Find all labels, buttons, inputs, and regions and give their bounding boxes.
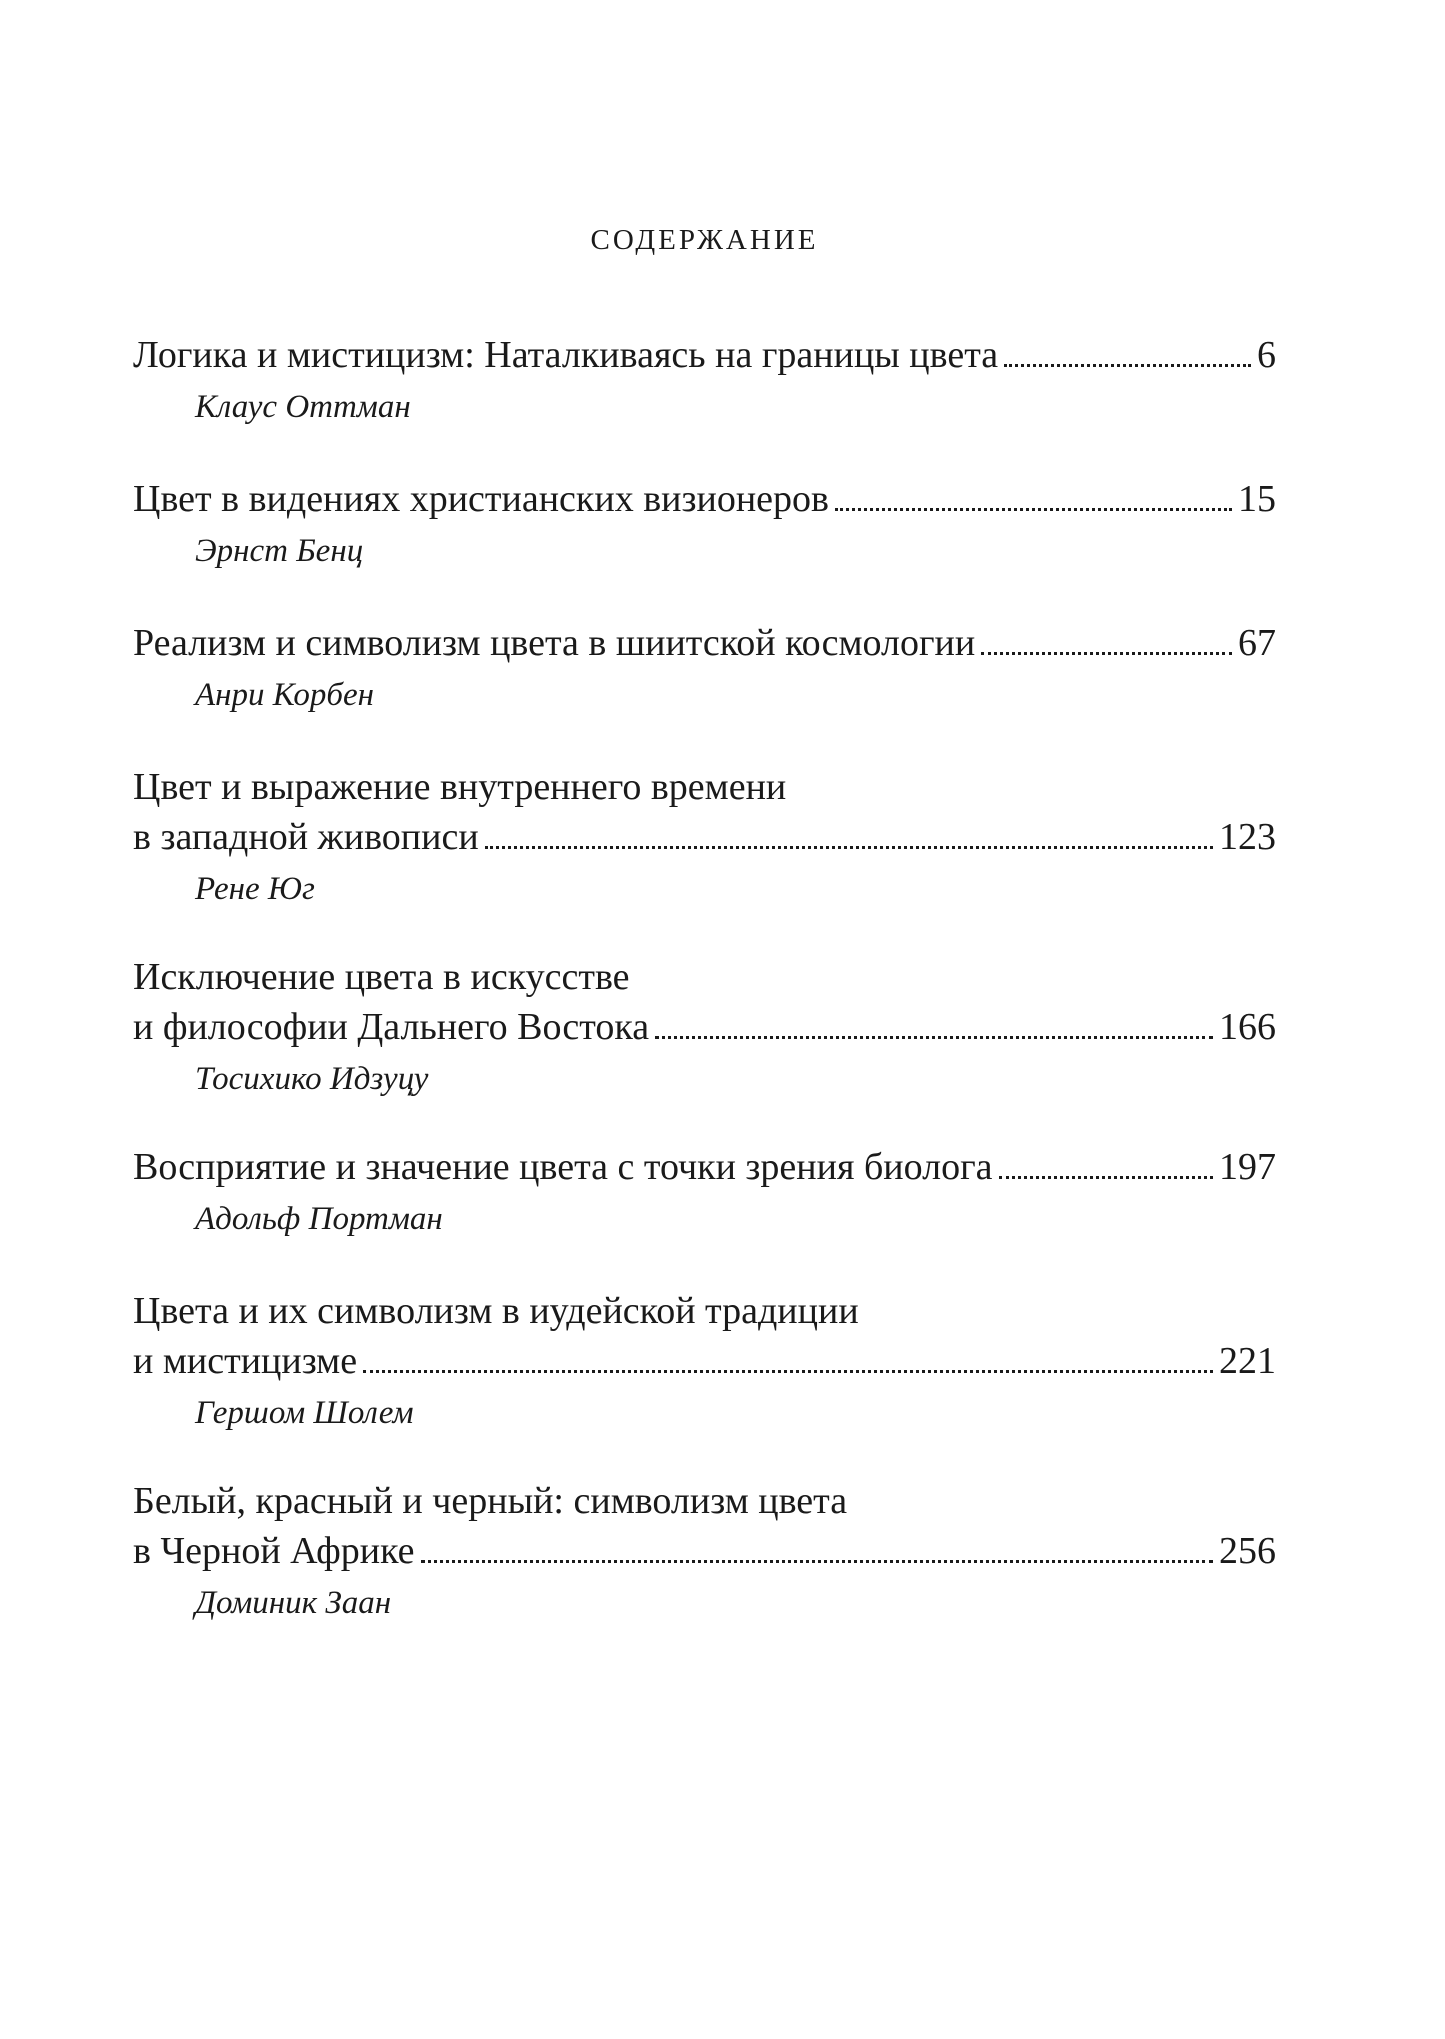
toc-entry-title: Цвет в видениях христианских визионеров — [133, 478, 829, 520]
toc-entry-page: 256 — [1219, 1530, 1276, 1572]
toc-entry-title: Реализм и символизм цвета в шиитской космологии — [133, 622, 976, 664]
toc-entry-title-line — [133, 1002, 1276, 1052]
toc-entry[interactable] — [133, 474, 1276, 572]
toc-entry-author: Тосихико Идзуцу — [195, 1061, 429, 1097]
toc-entry-page: 221 — [1219, 1340, 1276, 1382]
toc-entry-page: 123 — [1219, 816, 1276, 858]
toc-entry-author: Эрнст Бенц — [195, 533, 364, 569]
toc-entry-title-line: Белый, красный и черный: символизм цвета — [133, 1480, 848, 1522]
dot-leader — [421, 1559, 1213, 1563]
toc-entry-title-line: Исключение цвета в искусстве — [133, 956, 630, 998]
toc-entry-page: 166 — [1219, 1006, 1276, 1048]
toc-entry[interactable] — [133, 618, 1276, 716]
toc-entry-author: Доминик Заан — [195, 1585, 392, 1621]
toc-entry-title-line — [133, 1336, 1276, 1386]
toc-entry-title-line — [133, 330, 1276, 380]
toc-entry-title: и мистицизме — [133, 1340, 358, 1382]
dot-leader — [485, 845, 1213, 849]
dot-leader — [655, 1035, 1213, 1039]
dot-leader — [363, 1369, 1213, 1373]
toc-entry-page: 197 — [1219, 1146, 1276, 1188]
toc-entry-author: Анри Корбен — [195, 677, 375, 713]
toc-entry-title: и философии Дальнего Востока — [133, 1006, 650, 1048]
toc-entry-title: Восприятие и значение цвета с точки зрения биолога — [133, 1146, 993, 1188]
toc-entry-page: 67 — [1238, 622, 1276, 664]
toc-entry[interactable] — [133, 1142, 1276, 1240]
toc-entry-title-line — [133, 812, 1276, 862]
dot-leader — [1004, 363, 1251, 367]
toc-entry-title-line: Цвета и их символизм в иудейской традиции — [133, 1290, 859, 1332]
toc-entry[interactable] — [133, 330, 1276, 428]
toc-entry-author: Адольф Портман — [195, 1201, 443, 1237]
toc-entry[interactable] — [133, 762, 1276, 910]
toc-entry[interactable] — [133, 1286, 1276, 1434]
toc-entry-title-line: Цвет и выражение внутреннего времени — [133, 766, 787, 808]
toc-entry-author: Гершом Шолем — [195, 1395, 414, 1431]
page-title: содержание — [590, 213, 819, 259]
toc-entry-title-line — [133, 1526, 1276, 1576]
toc-entry-title-line — [133, 618, 1276, 668]
toc-entry[interactable] — [133, 952, 1276, 1100]
dot-leader — [999, 1175, 1213, 1179]
dot-leader — [835, 507, 1232, 511]
toc-entry-title: в Черной Африке — [133, 1530, 415, 1572]
toc-entry-title: Логика и мистицизм: Наталкиваясь на границы цвета — [133, 334, 999, 376]
toc-entry-page: 15 — [1238, 478, 1276, 520]
toc-entry-title-line — [133, 474, 1276, 524]
page — [133, 0, 1276, 2039]
toc-entry-author: Рене Юг — [195, 871, 315, 907]
toc-entry-title: в западной живописи — [133, 816, 479, 858]
toc-entry[interactable] — [133, 1476, 1276, 1624]
toc-entry-title-line — [133, 1142, 1276, 1192]
toc-entry-author: Клаус Оттман — [195, 389, 411, 425]
toc-entry-page: 6 — [1257, 334, 1276, 376]
dot-leader — [981, 651, 1232, 655]
